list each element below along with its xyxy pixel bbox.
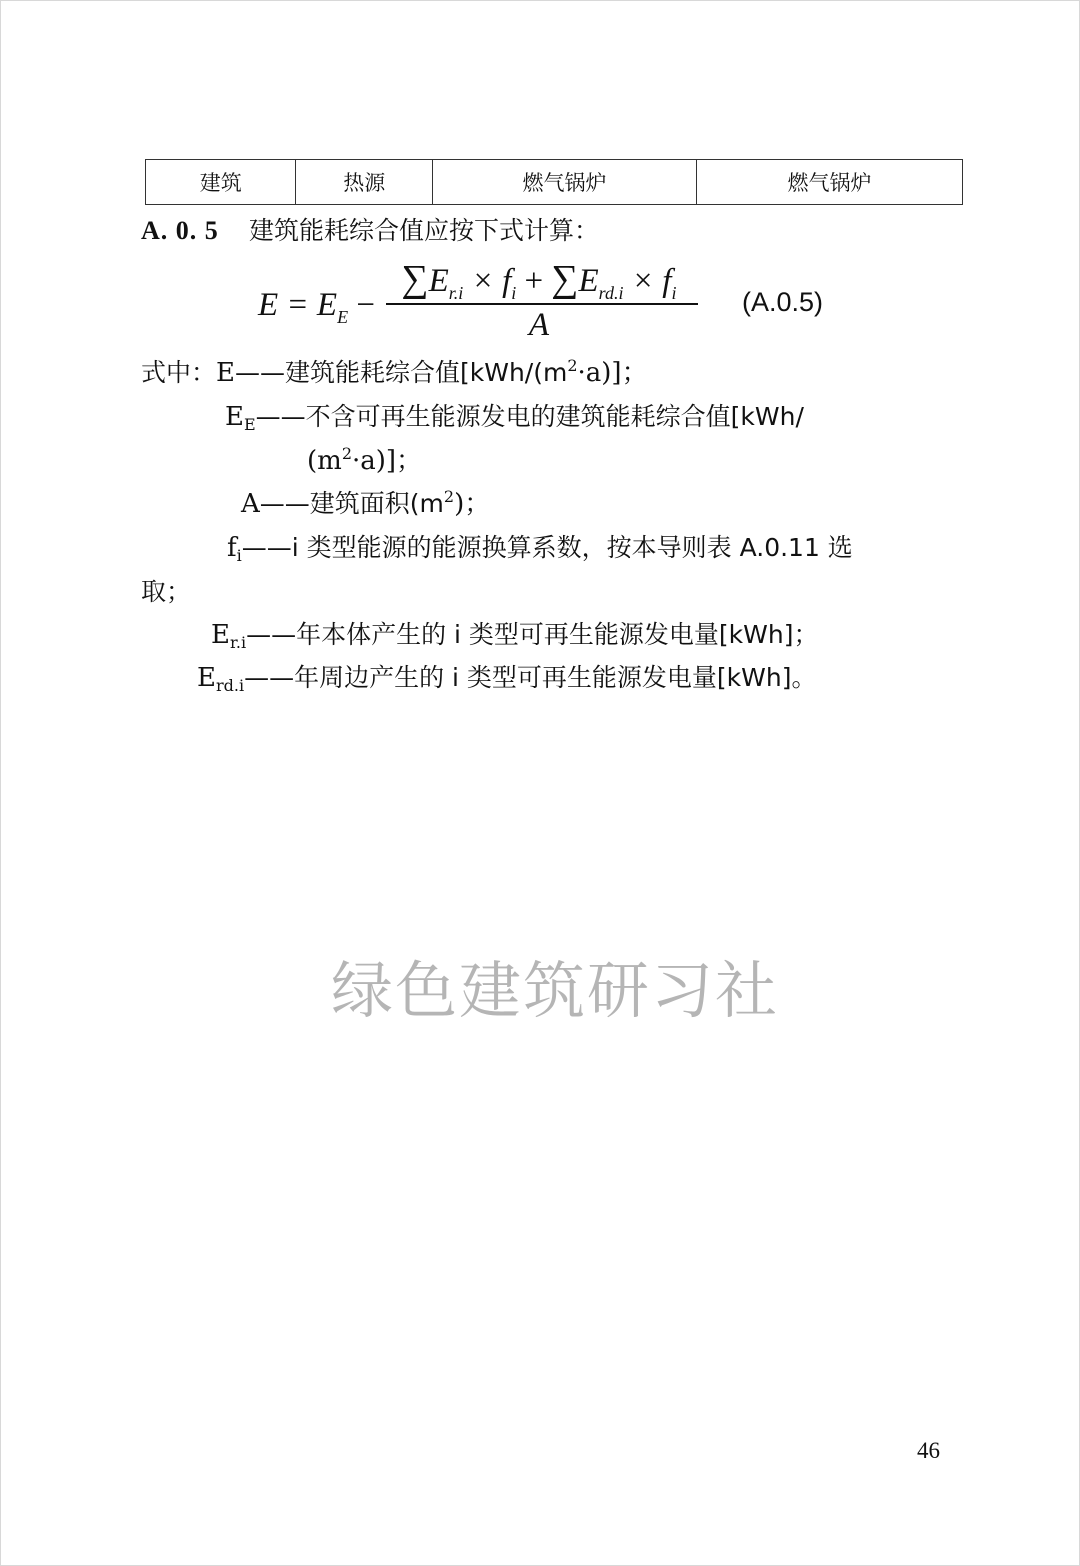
definition-a: A——建筑面积$(m^2)$； bbox=[241, 487, 491, 519]
equation-number: (A.0.5) bbox=[742, 287, 824, 317]
section-heading bbox=[141, 215, 599, 247]
section-title: 建筑能耗综合值应按下式计算： bbox=[249, 216, 600, 245]
definition-f-continued: 取； bbox=[141, 577, 192, 606]
definition-f: $f_i——i$ 类型能源的能源换算系数，按本导则表 A.0.11 选 bbox=[227, 533, 853, 565]
page-number: 46 bbox=[917, 1438, 940, 1463]
fraction-bar bbox=[386, 303, 698, 305]
formula-numerator: $\sum E_{r.i} \times f_i + \sum E_{rd.i} \times f_i$ bbox=[401, 258, 677, 303]
definition-erdi: $E_{rd.i}——$年周边产生的 i 类型可再生能源发电量[kWh]。 bbox=[197, 663, 817, 695]
energy-source-table bbox=[145, 159, 963, 205]
table-cell: 燃气锅炉 bbox=[696, 160, 962, 205]
definition-ee: $E_E——$不含可再生能源发电的建筑能耗综合值[kWh/ bbox=[225, 402, 804, 434]
table-cell: 建筑 bbox=[146, 160, 296, 205]
definition-eri: $E_{r.i}——$年本体产生的 i 类型可再生能源发电量[kWh]； bbox=[211, 620, 819, 652]
definition-ee-continued: $(m^2\cdot a)$]； bbox=[307, 444, 423, 476]
table-cell: 热源 bbox=[296, 160, 433, 205]
formula-lhs: $E = E_E$ − bbox=[258, 287, 375, 327]
definition-e: 式中：E——建筑能耗综合值$[kWh/(m^2\cdot a)]$； bbox=[141, 356, 648, 388]
watermark-text: 绿色建筑研习社 bbox=[331, 954, 780, 1027]
formula-denominator: A bbox=[528, 307, 550, 343]
formula-a05 bbox=[256, 257, 876, 347]
table-row bbox=[146, 160, 963, 205]
section-number: A. 0. 5 bbox=[141, 216, 219, 245]
table-cell: 燃气锅炉 bbox=[432, 160, 696, 205]
